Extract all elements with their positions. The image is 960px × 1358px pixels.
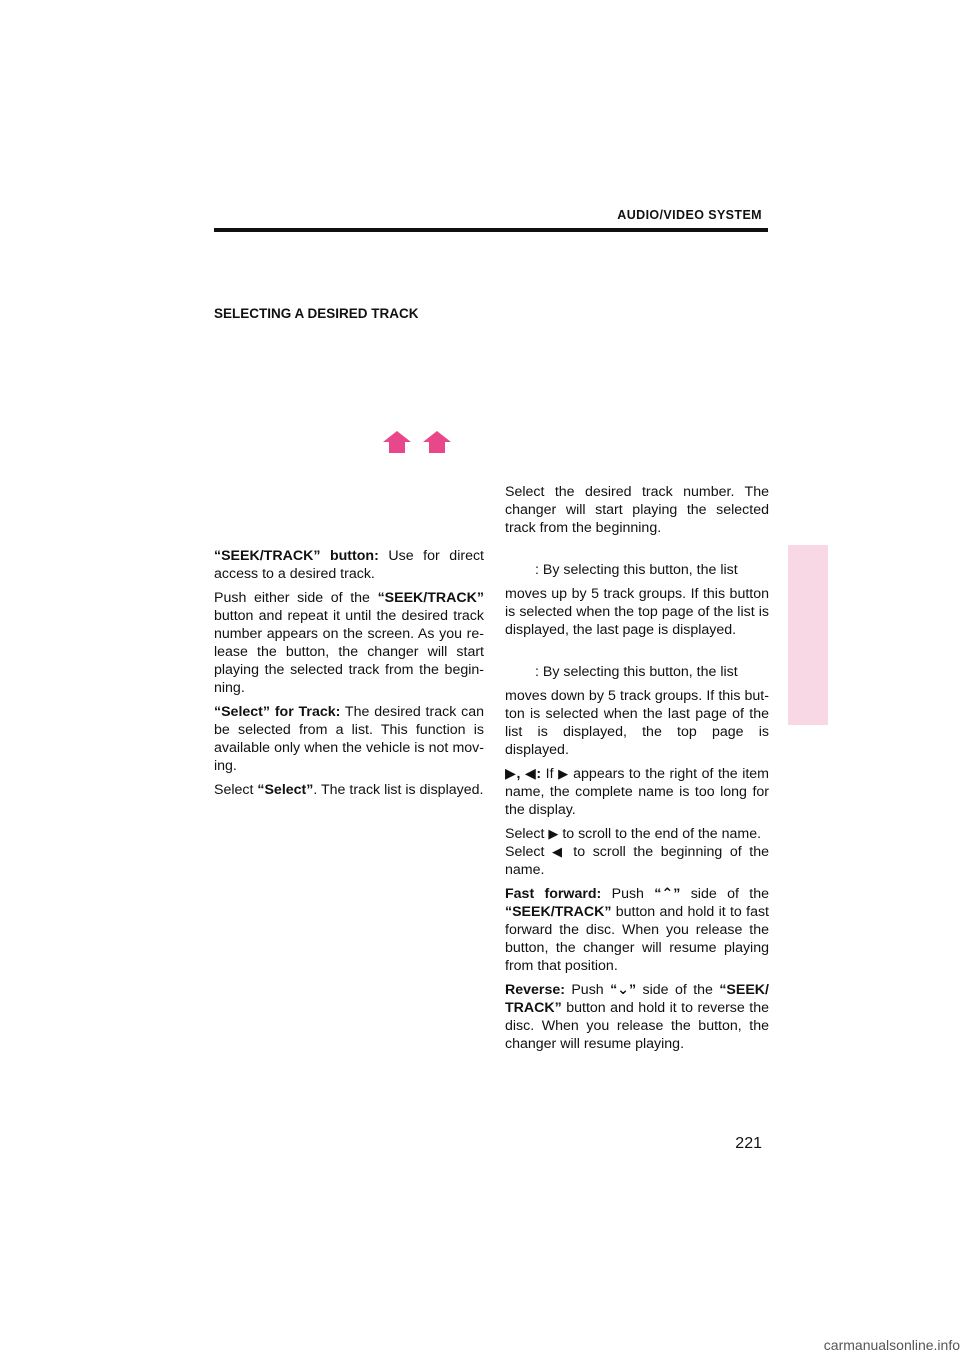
running-header: AUDIO/VIDEO SYSTEM: [617, 208, 762, 222]
select-number-paragraph: Select the desired track number. The changer will start playing the selected track from the beginning.: [505, 484, 769, 536]
caret-up-icon: “⌃”: [654, 886, 681, 902]
section-title: SELECTING A DESIRED TRACK: [214, 306, 419, 321]
reverse-paragraph: Reverse: Push “⌄” side of the “SEEK/ TRACK” button and hold it to reverse the disc. When you release the button, the changer will resume playing.: [505, 982, 769, 1052]
list-up-paragraph: : By selecting this button, the list moves up by 5 track groups. If this button is selected when the top page of the list is displayed, the last page is displayed.: [505, 562, 769, 638]
arrow-icons: [381, 430, 455, 454]
caret-down-icon: “⌄”: [610, 982, 637, 998]
scroll-select-paragraph: Select ▶ to scroll to the end of the name. Select ◀ to scroll the beginning of the name.: [505, 826, 770, 878]
up-arrow-icon: [423, 431, 451, 453]
right-triangle-icon: ▶: [548, 826, 559, 841]
left-triangle-icon: ◀: [552, 844, 566, 859]
up-arrow-icon: [383, 431, 411, 453]
section-tab: [788, 545, 828, 725]
footer-watermark: carmanualsonline.info: [616, 1333, 960, 1358]
list-down-paragraph: : By selecting this button, the list moves down by 5 track groups. If this button is selected when the last page of the list is displayed, the top page is displayed.: [505, 664, 769, 758]
fast-forward-paragraph: Fast forward: Push “⌃” side of the “SEEK/TRACK” button and hold it to fast forward the disc. When you release the button, the changer will resume playing from that position.: [505, 886, 769, 974]
scroll-paragraph: ▶, ◀: If ▶ appears to the right of the item name, the complete name is too long for the display.: [505, 766, 770, 818]
right-triangle-icon: ▶: [558, 766, 569, 781]
right-column: [505, 483, 769, 1059]
left-column: [214, 547, 484, 805]
select-paragraph: Select “Select”. The track list is displayed.: [214, 782, 484, 798]
push-paragraph: Push either side of the “SEEK/TRACK” button and repeat it until the desired track number appears on the screen. As you release the button, the changer will start playing the selected track from the beginning.: [214, 590, 484, 696]
page-number: 221: [735, 1135, 762, 1152]
select-track-paragraph: “Select” for Track: The desired track can be selected from a list. This function is available only when the vehicle is not moving.: [214, 704, 484, 774]
seek-track-paragraph: “SEEK/TRACK” button: Use for direct access to a desired track.: [214, 548, 484, 582]
header-rule: [214, 228, 768, 232]
